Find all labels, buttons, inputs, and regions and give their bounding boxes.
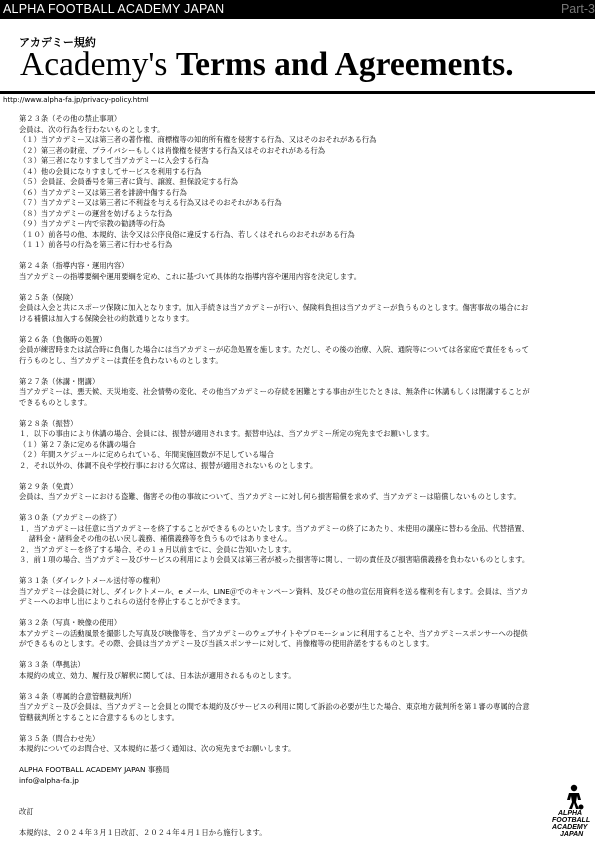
- article-line: １．以下の事由により休講の場合、会員には、振替が適用されます。振替申込は、当アカデミー所定の宛先までお願いします。: [19, 429, 434, 438]
- logo-line-1: ALPHA: [558, 810, 583, 817]
- article-section: [19, 114, 591, 251]
- article-line: 当アカデミーは会員に対し、ダイレクトメール、e メール、LINE＠でのキャンペーン資料、及びその他の宣伝用資料を送る権利を有します。会員は、当アカ: [19, 586, 529, 596]
- article-section: [19, 660, 591, 681]
- article-line: 本規約の成立、効力、履行及び解釈に関しては、日本法が適用されるものとします。: [19, 670, 296, 680]
- part-label: Part-3: [560, 2, 595, 16]
- page-title: [20, 48, 514, 82]
- article-line: （２）第三者の財産、プライバシーもしくは肖像権を侵害する行為又はそのおそれがある行為: [19, 145, 326, 155]
- article-line: （４）他の会員になりすましてサービスを利用する行為: [19, 166, 202, 176]
- article-line: （８）当アカデミーの運営を妨げるような行為: [19, 208, 173, 218]
- article-line: （７）当アカデミー又は第三者に不利益を与える行為又はそのおそれがある行為: [19, 198, 282, 207]
- article-line: （１０）前各号の他、本規約、法令又は公序良俗に違反する行為、若しくはそれらのおそれがある行為: [19, 229, 355, 239]
- header-bar: [0, 0, 595, 19]
- page-subtitle: アカデミー規約: [19, 36, 96, 49]
- article-line: できるものとします。: [19, 397, 92, 407]
- article-heading: 第２９条（免責）: [19, 481, 78, 491]
- article-line: 会員は、当アカデミーにおける盗難、傷害その他の事故について、当アカデミーに対し何ら損害賠償を求めず、当アカデミーは賠償しないものとします。: [19, 492, 521, 501]
- article-line: 本アカデミーの活動風景を撮影した写真及び映像等を、当アカデミーのウェブサイトやプロモーションに利用することや、当アカデミースポンサーへの提供: [19, 628, 528, 638]
- article-line: （９）当アカデミー内で宗教の勧誘等の行為: [19, 219, 165, 228]
- article-heading: 第３２条（写真・映像の使用）: [19, 618, 122, 627]
- article-section: [19, 293, 591, 325]
- article-line: １．当アカデミーは任意に当アカデミーを終了することができるものといたします。当アカデミーの終了にあたり、未使用の講座に替わる金品、代替措置、: [19, 523, 529, 533]
- revision-block: [19, 807, 591, 839]
- brand-name: ALPHA FOOTBALL ACADEMY JAPAN: [3, 2, 225, 16]
- logo-line-2: FOOTBALL: [552, 817, 591, 824]
- article-heading: 第３５条（問合わせ先）: [19, 733, 100, 743]
- article-line: （１）第２７条に定める休講の場合: [19, 439, 136, 449]
- article-line: （１１）前各号の行為を第三者に行わせる行為: [19, 240, 173, 249]
- article-line: デミーへのお申し出によりこれらの送付を停止することができます。: [19, 597, 245, 606]
- contact-email[interactable]: info@alpha-fa.jp: [19, 775, 79, 785]
- article-line: 会員は、次の行為を行わないものとします。: [19, 124, 165, 134]
- article-heading: 第２５条（保険）: [19, 292, 78, 302]
- academy-logo: [550, 784, 594, 842]
- terms-body: [19, 114, 591, 839]
- article-line: 諸料金・諸料金その他の払い戻し義務、補償義務等を負うものではありません。: [19, 534, 292, 543]
- revision-label: 改訂: [19, 807, 34, 816]
- article-heading: 第２４条（指導内容・運用内容）: [19, 261, 129, 270]
- footballer-silhouette-icon: [562, 784, 586, 810]
- article-line: ける補償は加入する保険会社の約款通りとなります。: [19, 313, 194, 323]
- article-line: （２）年間スケジュールに定められている、年間実施回数が不足している場合: [19, 450, 274, 459]
- article-heading: 第３１条（ダイレクトメール送付等の権利）: [19, 576, 165, 585]
- article-line: （１）当アカデミー又は第三者の著作権、商標権等の知的所有権を侵害する行為、又はそのおそれがある行為: [19, 135, 377, 144]
- article-line: ができるものとします。その際、会員は当アカデミー及び当該スポンサーに対して、肖像権等の使用許諾をするものとします。: [19, 639, 434, 648]
- article-line: 本規約についてのお問合せ、又本規約に基づく通知は、次の宛先までお願いします。: [19, 744, 296, 753]
- privacy-url[interactable]: http://www.alpha-fa.jp/privacy-policy.html: [3, 96, 149, 104]
- contact-office: ALPHA FOOTBALL ACADEMY JAPAN 事務局: [19, 765, 170, 774]
- article-section: [19, 576, 591, 608]
- article-section: [19, 692, 591, 724]
- article-heading: 第３４条（専属的合意管轄裁判所）: [19, 691, 136, 701]
- article-line: （６）当アカデミー又は第三者を誹謗中傷する行為: [19, 187, 187, 197]
- article-line: 管轄裁判所とすることに合意するものとします。: [19, 712, 179, 722]
- title-rule: [0, 91, 595, 94]
- article-heading: 第３０条（アカデミーの終了）: [19, 513, 122, 522]
- article-heading: 第３３条（準拠法）: [19, 660, 85, 669]
- contact-block: [19, 765, 591, 786]
- article-line: 行うものとし、当アカデミーは責任を負わないものとします。: [19, 355, 223, 365]
- article-line: 会員が練習時または試合時に負傷した場合には当アカデミーが応急処置を施します。ただし、その後の治療、入院、通院等については各家庭で責任をもって: [19, 345, 529, 354]
- article-section: [19, 513, 591, 566]
- article-line: 当アカデミーの指導要綱や運用要綱を定め、これに基づいて具体的な指導内容や運用内容を決定します。: [19, 271, 362, 281]
- article-section: [19, 618, 591, 650]
- article-line: （３）第三者になりすまして当アカデミーに入会する行為: [19, 156, 209, 165]
- article-section: [19, 419, 591, 472]
- article-line: ３．前１項の場合、当アカデミー及びサービスの利用により会員又は第三者が被った損害等に関し、一切の責任及び損害賠償義務を負わないものとします。: [19, 555, 530, 564]
- article-line: ２．それ以外の、体調不良や学校行事における欠席は、振替が適用されないものとします。: [19, 460, 318, 470]
- article-heading: 第２８条（振替）: [19, 418, 78, 428]
- article-section: [19, 377, 591, 409]
- logo-line-4: JAPAN: [560, 831, 584, 838]
- article-line: 会員は入会と共にスポーツ保険に加入となります。加入手続きは当アカデミーが行い、保険料負担は当アカデミーが負うものとします。傷害事故の場合にお: [19, 303, 529, 312]
- article-heading: 第２３条（その他の禁止事項）: [19, 114, 122, 123]
- article-section: [19, 335, 591, 367]
- article-line: 当アカデミー及び会員は、当アカデミーと会員との間で本規約及びサービスの利用に関して訴訟の必要が生じた場合、東京地方裁判所を第１審の専属的合意: [19, 702, 530, 711]
- article-section: [19, 482, 591, 503]
- article-line: ２．当アカデミーを終了する場合、その１ヵ月以前までに、会員に告知いたします。: [19, 544, 296, 554]
- article-heading: 第２７条（休講・閉講）: [19, 376, 100, 386]
- terms-sections: [19, 114, 591, 755]
- title-emphasis: Terms and Agreements.: [175, 46, 514, 83]
- article-line: （５）会員証、会員番号を第三者に貸与、譲渡、担保設定する行為: [19, 177, 238, 186]
- article-section: [19, 261, 591, 282]
- article-section: [19, 734, 591, 755]
- revision-text: 本規約は、２０２４年３月１日改訂、２０２４年４月１日から施行します。: [19, 828, 267, 837]
- article-heading: 第２６条（負傷時の処置）: [19, 334, 107, 344]
- logo-line-3: ACADEMY: [552, 824, 588, 831]
- title-prefix: Academy's: [20, 46, 176, 83]
- article-line: 当アカデミーは、悪天候、天災地変、社会情勢の変化、その他当アカデミーの存続を困難とする事由が生じたときは、無条件に休講もしくは閉講することが: [19, 387, 530, 396]
